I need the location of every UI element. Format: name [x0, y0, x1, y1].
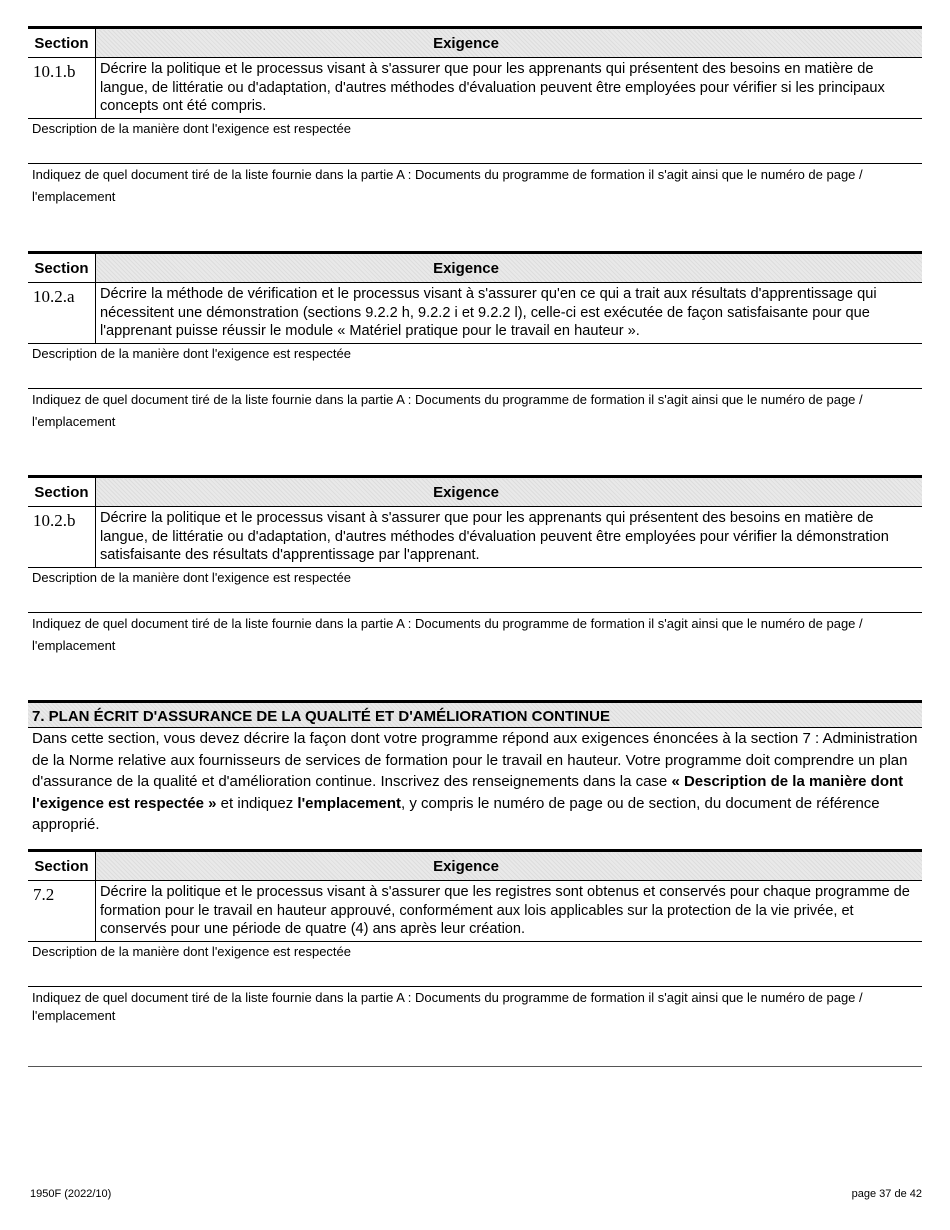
- requirement-table: [28, 849, 922, 942]
- bottom-divider: [28, 1066, 922, 1067]
- requirement-block-10-2-a: [28, 251, 922, 433]
- requirement-text: Décrire la politique et le processus visant à s'assurer que pour les apprenants qui présentent des besoins en matière de langue, de littératie ou d'adaptation, d'autres méthodes d'évaluation peuvent être employées pour vérifier si les principaux concepts ont été compris.: [96, 58, 923, 119]
- section-header: Section: [28, 253, 96, 283]
- section-header: Section: [28, 477, 96, 507]
- requirement-text: Décrire la politique et le processus visant à s'assurer que pour les apprenants qui présentent des besoins en matière de langue, de littératie ou d'adaptation, d'autres méthodes d'évaluation peuvent être employées pour vérifier la démonstration satisfaisante des résultats d'apprentissage par l'apprenant.: [96, 507, 923, 568]
- intro-bold-location: l'emplacement: [297, 794, 402, 812]
- page-number: page 37 de 42: [851, 1188, 922, 1200]
- section-header: Section: [28, 28, 96, 58]
- description-field[interactable]: Description de la manière dont l'exigence est respectée: [32, 569, 351, 585]
- section-header: Section: [28, 851, 96, 881]
- section-7-intro: [28, 728, 922, 836]
- requirement-text: Décrire la méthode de vérification et le processus visant à s'assurer qu'en ce qui a trait aux résultats d'apprentissage qui nécessitent une démonstration (sections 9.2.2 h, 9.2.2 i et 9.2.2 l), celle-ci est exécutée de façon satisfaisante pour que l'apprenant puisse réussir le module « Matériel pratique pour le travail en hauteur ».: [96, 283, 923, 344]
- description-field[interactable]: Description de la manière dont l'exigence est respectée: [32, 345, 351, 361]
- requirement-block-7-2: [28, 849, 922, 1025]
- requirement-header: Exigence: [96, 253, 923, 283]
- requirement-table: [28, 251, 922, 344]
- section-id: 10.2.a: [28, 283, 96, 344]
- section-id: 10.2.b: [28, 507, 96, 568]
- intro-text: , y compris le numéro de page ou de section, du document de référence approprié.: [32, 794, 880, 833]
- requirement-text: Décrire la politique et le processus visant à s'assurer que les registres sont obtenus et conservés pour chaque programme de formation pour le travail en hauteur approuvé, conformément aux lois applicables sur la protection de la vie privée, et conservés pour une période de quatre (4) ans après leur création.: [96, 881, 923, 942]
- section-7-title: 7. PLAN ÉCRIT D'ASSURANCE DE LA QUALITÉ ET D'AMÉLIORATION CONTINUE: [28, 700, 922, 728]
- description-field[interactable]: Description de la manière dont l'exigence est respectée: [32, 120, 351, 136]
- requirement-header: Exigence: [96, 28, 923, 58]
- description-field[interactable]: Description de la manière dont l'exigence est respectée: [32, 943, 351, 959]
- document-location-field[interactable]: Indiquez de quel document tiré de la liste fournie dans la partie A : Documents du programme de formation il s'agit ainsi que le numéro de page / l'emplacement: [28, 163, 922, 208]
- requirement-table: [28, 26, 922, 119]
- requirement-header: Exigence: [96, 477, 923, 507]
- intro-text: Dans cette section, vous devez décrire la façon dont votre programme répond aux exigences énoncées à la section 7 : Administration de la Norme relative aux fournisseurs de services de formation pour le travail en hauteur. Votre programme doit comprendre un plan d'assurance de la qualité et d'amélioration continue. Inscrivez des renseignements dans la case: [32, 730, 918, 790]
- section-id: 10.1.b: [28, 58, 96, 119]
- document-location-field[interactable]: Indiquez de quel document tiré de la liste fournie dans la partie A : Documents du programme de formation il s'agit ainsi que le numéro de page / l'emplacement: [28, 388, 922, 433]
- document-location-field[interactable]: Indiquez de quel document tiré de la liste fournie dans la partie A : Documents du programme de formation il s'agit ainsi que le numéro de page / l'emplacement: [28, 612, 922, 657]
- requirement-table: [28, 475, 922, 568]
- requirement-block-10-2-b: [28, 475, 922, 657]
- requirement-header: Exigence: [96, 851, 923, 881]
- intro-bold-description: « Description de la manière dont l'exigence est respectée »: [32, 773, 904, 812]
- form-code: 1950F (2022/10): [30, 1188, 112, 1200]
- section-id: 7.2: [28, 881, 96, 942]
- requirement-block-10-1-b: [28, 26, 922, 208]
- document-location-field[interactable]: Indiquez de quel document tiré de la liste fournie dans la partie A : Documents du programme de formation il s'agit ainsi que le numéro de page / l'emplacement: [28, 986, 922, 1025]
- intro-text: et indiquez: [216, 794, 298, 812]
